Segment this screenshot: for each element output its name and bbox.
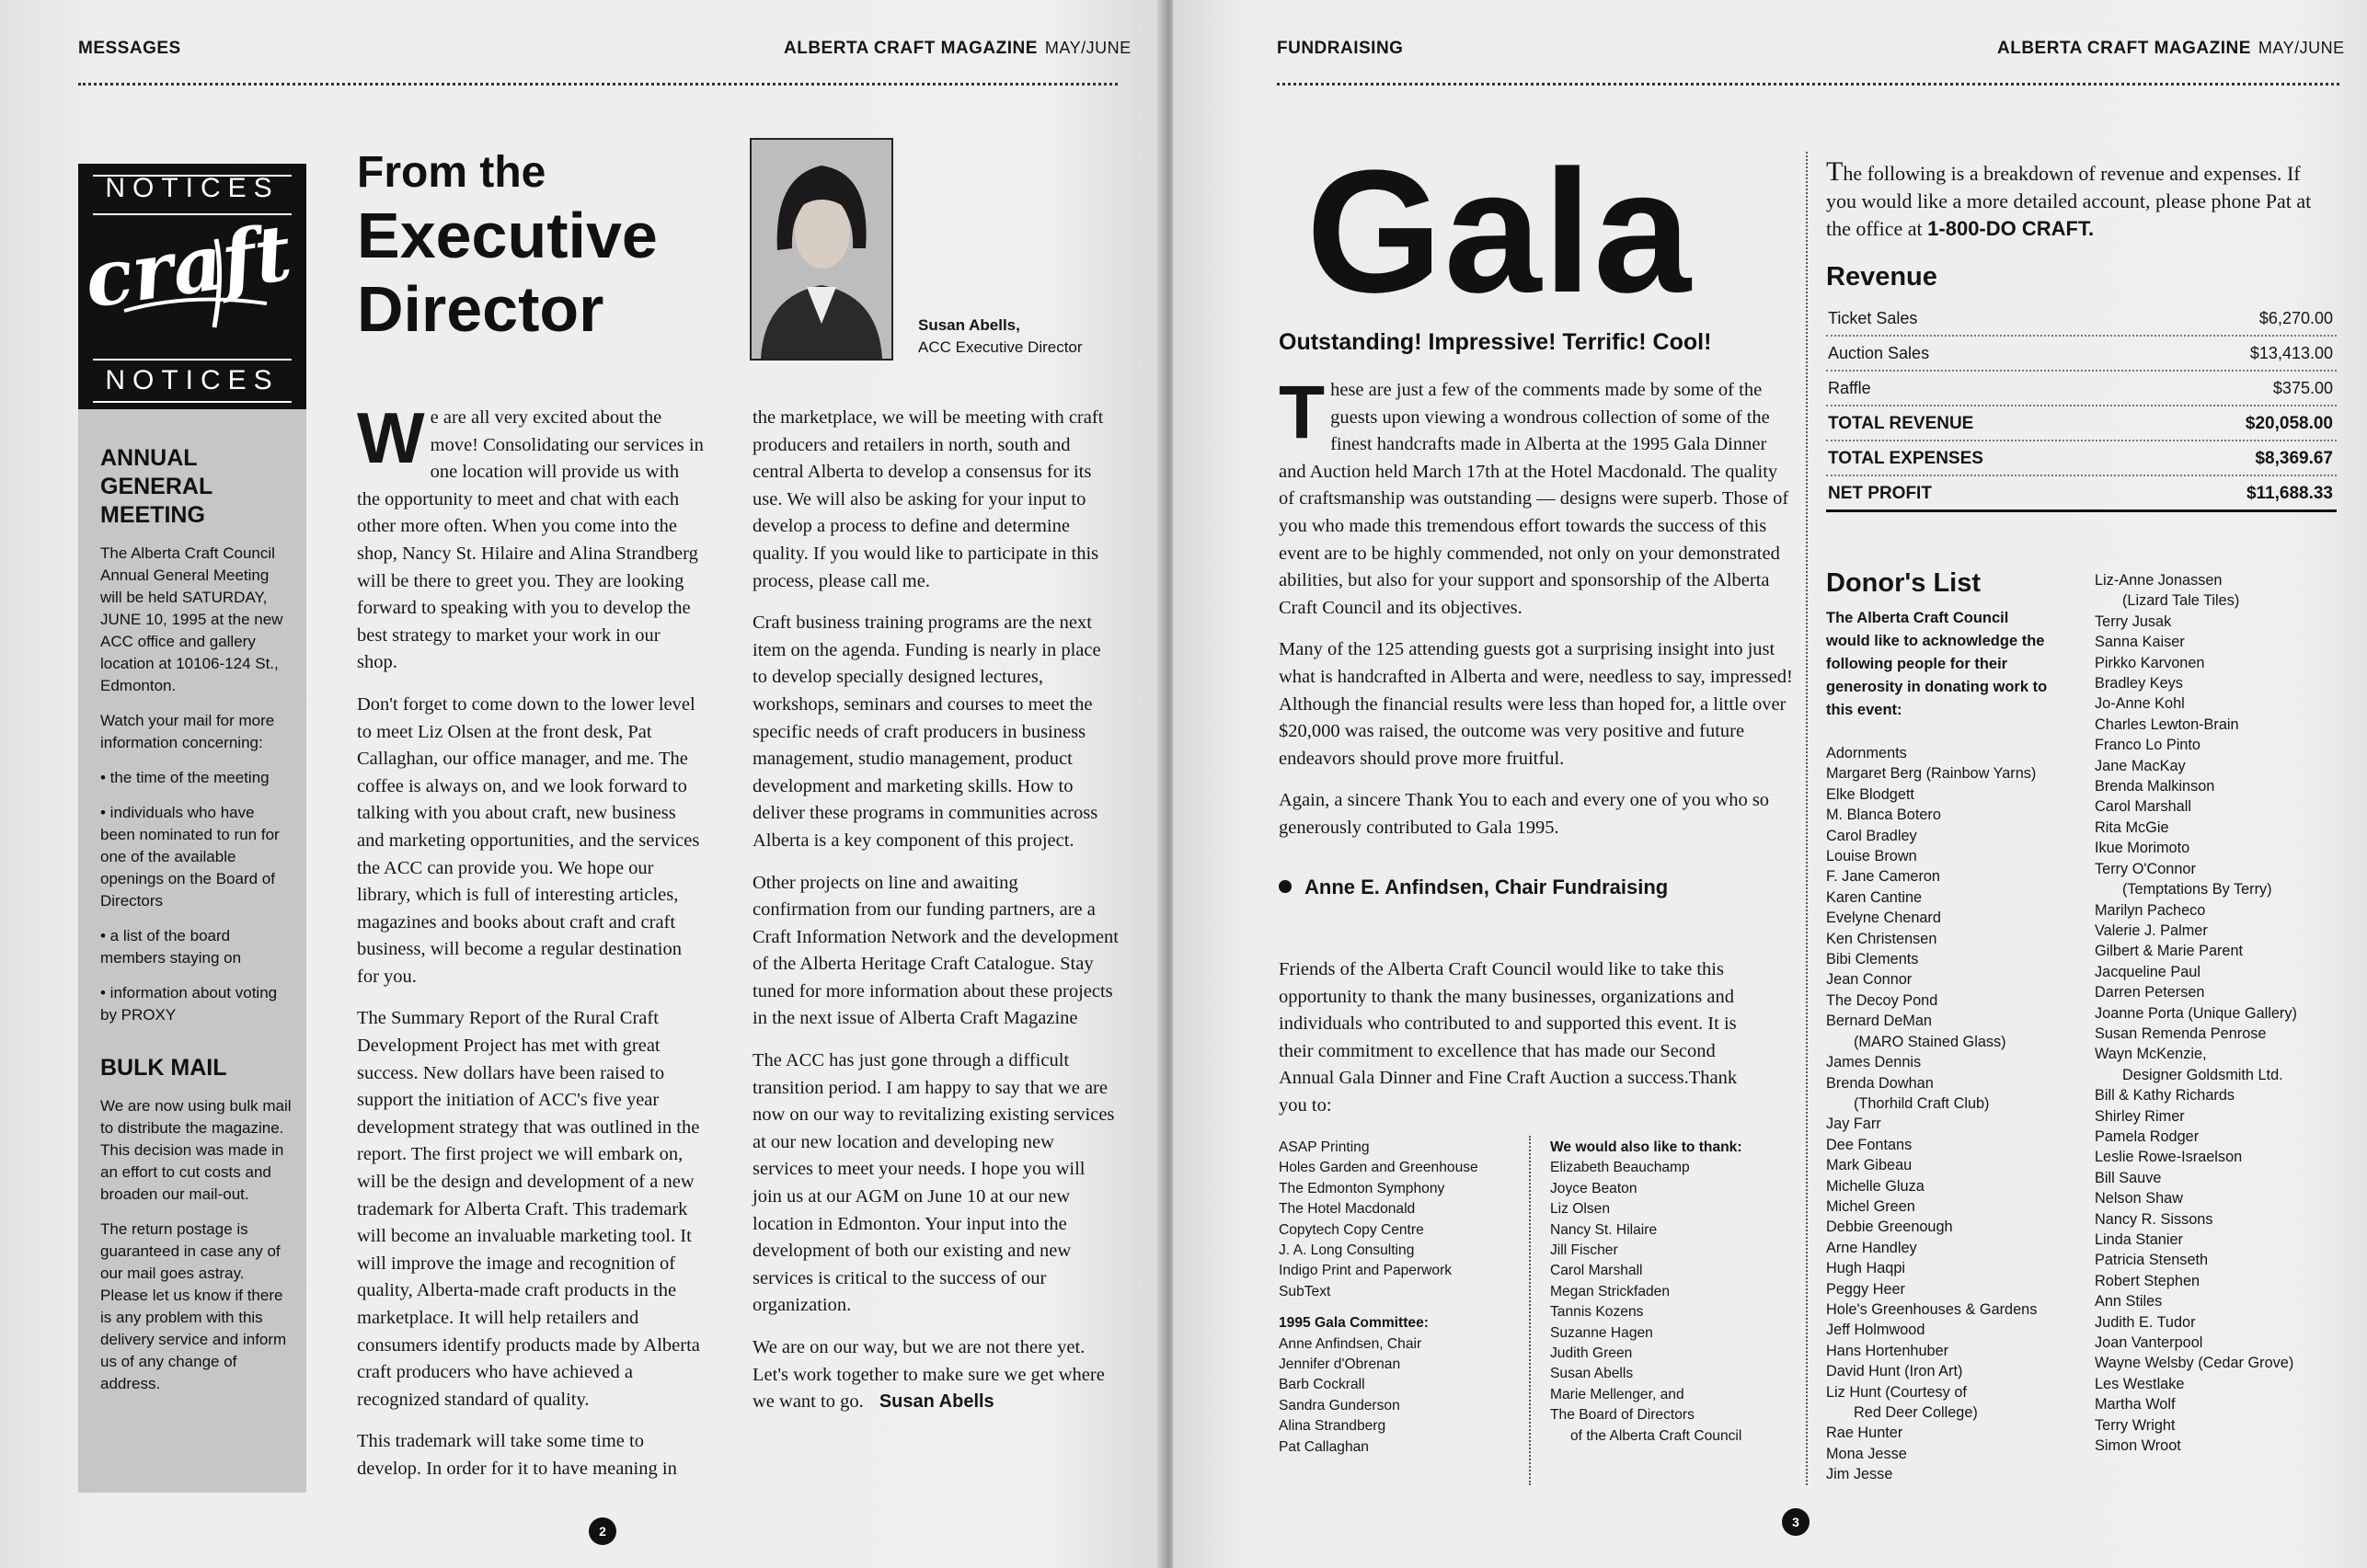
title-line: Director	[357, 273, 604, 345]
list-item: The Edmonton Symphony	[1279, 1180, 1445, 1196]
portrait-photo	[750, 138, 893, 361]
donor-name: Rita McGie	[2095, 818, 2169, 836]
donor-name: Hugh Haqpi	[1826, 1260, 1905, 1277]
donor-name: Linda Stanier	[2095, 1231, 2183, 1248]
portrait-image	[752, 140, 891, 359]
thanks-title: We would also like to thank:	[1550, 1139, 1742, 1155]
table-row: Raffle $375.00	[1826, 372, 2337, 406]
donor-intro: The Alberta Craft Council would like to acknowledge the following people for their generosity in donating work to this event:	[1826, 610, 2048, 718]
notices-top-word: NOTICES	[105, 173, 280, 203]
donor-name: Peggy Heer	[1826, 1280, 1905, 1298]
issue-label: MAY/JUNE	[2258, 39, 2345, 57]
bulk-mail-title: BULK MAIL	[100, 1055, 227, 1081]
signature: Susan Abells	[879, 1391, 994, 1413]
donor-name: Terry Wright	[2095, 1416, 2176, 1434]
sponsors-list	[1279, 1138, 1532, 1458]
donor-name: Evelyne Chenard	[1826, 910, 1941, 927]
donor-name: Jim Jesse	[1826, 1466, 1893, 1483]
gala-title: Gala	[1306, 134, 1693, 329]
donor-name: Patricia Stenseth	[2095, 1252, 2209, 1269]
divider	[93, 401, 292, 403]
notice-bullet: • information about voting by PROXY	[100, 984, 278, 1024]
running-head-right	[1997, 39, 2345, 59]
right-page	[1173, 0, 2367, 1568]
donor-name: James Dennis	[1826, 1054, 1922, 1071]
section-label-right: FUNDRAISING	[1277, 39, 1404, 58]
donor-name: Bill Sauve	[2095, 1169, 2162, 1186]
column-divider	[1529, 1136, 1531, 1485]
donor-name: Nancy R. Sissons	[2095, 1210, 2213, 1228]
donor-name: Jay Farr	[1826, 1116, 1881, 1133]
drop-cap: W	[357, 397, 425, 478]
donor-name: Hole's Greenhouses & Gardens	[1826, 1300, 2038, 1318]
donor-name: Liz Hunt (Courtesy of	[1826, 1383, 1967, 1401]
header-rule	[78, 83, 1118, 86]
paragraph: Other projects on line and awaiting confirmation from our funding partners, are a Craft Information Network and the development of the Alberta Heritage Craft Catalogue. Stay tuned for more information about these projects in the next issue of Alberta Craft Magazine	[753, 872, 1119, 1029]
donor-name: The Decoy Pond	[1826, 991, 1938, 1009]
donor-name: Sanna Kaiser	[2095, 634, 2185, 651]
donor-name: (Thorhild Craft Club)	[1854, 1094, 1990, 1112]
donor-name: Jo-Anne Kohl	[2095, 695, 2185, 713]
drop-cap: T	[1279, 371, 1326, 454]
column-divider	[1806, 152, 1808, 1485]
donor-name: Pamela Rodger	[2095, 1127, 2200, 1145]
notices-body	[100, 444, 293, 1408]
donor-name: Michel Green	[1826, 1197, 1915, 1215]
list-item: Judith Green	[1550, 1345, 1633, 1362]
donor-name: Liz-Anne Jonassen	[2095, 572, 2223, 589]
donor-column-1	[1826, 743, 2056, 1485]
return-postage-text: The return postage is guaranteed in case any of our mail goes astray. Please let us know if there is any problem with this delivery service and inform us of any change of address.	[100, 1220, 287, 1392]
page-number: 2	[589, 1517, 616, 1545]
donor-name: Susan Remenda Penrose	[2095, 1024, 2267, 1042]
donor-name: Pirkko Karvonen	[2095, 654, 2205, 671]
running-head-left	[784, 39, 1132, 59]
magazine-name: ALBERTA CRAFT MAGAZINE	[784, 39, 1038, 58]
list-item: Elizabeth Beauchamp	[1550, 1160, 1690, 1176]
list-item: Megan Strickfaden	[1550, 1283, 1671, 1299]
donor-name: (MARO Stained Glass)	[1854, 1033, 2006, 1050]
donor-list-title: Donor's List	[1826, 568, 1982, 598]
notices-sidebar	[78, 164, 306, 1493]
donor-name: Bernard DeMan	[1826, 1013, 1932, 1030]
list-item: Sandra Gunderson	[1279, 1397, 1400, 1413]
section-label-left: MESSAGES	[78, 39, 181, 58]
donor-name: Mona Jesse	[1826, 1445, 1907, 1462]
divider	[93, 359, 292, 361]
list-item: SubText	[1279, 1283, 1331, 1299]
paragraph: Craft business training programs are the next item on the agenda. Funding is nearly in place to develop specially designed lectures, workshops, seminars and courses to meet the specific needs of craft producers in business management, studio management, product development and marketing skills. How to deliver these programs in communities across Alberta is a key component of this project.	[753, 612, 1101, 851]
paragraph: We are on our way, but we are not there yet. Let's work together to make sure we get where we want to go. Susan Abells	[753, 1337, 1105, 1413]
list-item: Susan Abells	[1550, 1366, 1634, 1382]
caption-role: ACC Executive Director	[918, 338, 1083, 356]
donor-name: Jane MacKay	[2095, 757, 2186, 774]
donor-name: David Hunt (Iron Art)	[1826, 1363, 1963, 1380]
donor-name: Gilbert & Marie Parent	[2095, 943, 2244, 960]
signoff: Anne E. Anfindsen, Chair Fundraising	[1279, 876, 1668, 899]
article-title	[357, 147, 725, 346]
donor-name: Brenda Dowhan	[1826, 1074, 1934, 1092]
donor-name: Bradley Keys	[2095, 675, 2183, 692]
gala-subtitle: Outstanding! Impressive! Terrific! Cool!	[1279, 329, 1712, 355]
craft-logo	[79, 206, 297, 338]
donor-name: Red Deer College)	[1854, 1404, 1978, 1421]
donor-name: Franco Lo Pinto	[2095, 737, 2200, 754]
friends-paragraph: Friends of the Alberta Craft Council would like to take this opportunity to thank the many businesses, organizations and individuals who contributed to and supported this event. It is their commitment to excellence that has made our Second Annual Gala Dinner and Fine Craft Auction a success.Thank you to:	[1279, 959, 1738, 1116]
list-item: Tannis Kozens	[1550, 1304, 1644, 1321]
list-item: Joyce Beaton	[1550, 1180, 1637, 1196]
list-item: Pat Callaghan	[1279, 1438, 1369, 1455]
donor-name: Designer Goldsmith Ltd.	[2122, 1066, 2283, 1083]
notice-bullet: • a list of the board members staying on	[100, 927, 242, 967]
donor-name: Judith E. Tudor	[2095, 1313, 2196, 1331]
article-column-2	[753, 405, 1119, 1431]
donor-name: Bill & Kathy Richards	[2095, 1087, 2235, 1104]
agm-text: The Alberta Craft Council Annual General Meeting will be held SATURDAY, JUNE 10, 1995 at the new ACC office and gallery location at 10106-124 St., Edmonton.	[100, 544, 283, 694]
magazine-name: ALBERTA CRAFT MAGAZINE	[1997, 39, 2251, 58]
donor-name: Wayn McKenzie,	[2095, 1046, 2207, 1063]
donor-name: Michelle Gluza	[1826, 1177, 1925, 1195]
table-row: TOTAL EXPENSES $8,369.67	[1826, 441, 2337, 476]
list-item: ASAP Printing	[1279, 1139, 1370, 1155]
notice-bullet: • individuals who have been nominated to run for one of the available openings on the Board of Directors	[100, 804, 280, 910]
list-item: Copytech Copy Centre	[1279, 1221, 1424, 1238]
header-rule	[1277, 83, 2339, 86]
paragraph: Again, a sincere Thank You to each and every one of you who so generously contributed to Gala 1995.	[1279, 790, 1770, 838]
page-number: 3	[1782, 1508, 1810, 1536]
paragraph: The Summary Report of the Rural Craft Development Project has met with great success. New dollars have been raised to support the initiation of ACC's five year development strategy that was outlined in the report. The first project we will embark on, will be the design and development of a new trademark for Alberta Craft. This trademark will become an invaluable marketing tool. It will improve the image and recognition of quality, Alberta-made craft products in the marketplace. It will help retailers and consumers identify products made by Alberta craft producers who have achieved a recognized standard of quality.	[357, 1008, 700, 1410]
donor-name: Joanne Porta (Unique Gallery)	[2095, 1004, 2297, 1022]
paragraph: This trademark will take some time to develop. In order for it to have meaning in	[357, 1431, 677, 1479]
donor-name: Jeff Holmwood	[1826, 1322, 1925, 1339]
paragraph: These are just a few of the comments made by some of the guests upon viewing a wondrous collection of some of the finest handcrafts made in Alberta at the 1995 Gala Dinner and Auction held March 17th at the Hotel Macdonald. The quality of craftsmanship was outstanding — designs were superb. Those of you who made this tremendous effort towards the success of this event are to be highly commended, not only on your demonstrated abilities, but also for your support and sponsorship of the Alberta Craft Council and its objectives.	[1279, 371, 1789, 618]
list-item: Alina Strandberg	[1279, 1418, 1386, 1435]
revenue-title: Revenue	[1826, 262, 1937, 292]
agm-title: ANNUAL GENERAL MEETING	[100, 445, 213, 528]
craft-logo-word: craft	[79, 206, 297, 326]
title-line: From the	[357, 148, 546, 197]
donor-name: Valerie J. Palmer	[2095, 921, 2208, 939]
donor-name: Hans Hortenhuber	[1826, 1342, 1949, 1359]
list-item: Indigo Print and Paperwork	[1279, 1263, 1453, 1279]
bullet-icon	[1279, 880, 1292, 893]
donor-name: Darren Petersen	[2095, 984, 2205, 1001]
thanks-list	[1550, 1138, 1803, 1447]
list-item: Barb Cockrall	[1279, 1377, 1365, 1393]
notices-header	[78, 164, 306, 409]
donor-name: Ann Stiles	[2095, 1293, 2163, 1310]
donor-name: Terry Jusak	[2095, 612, 2172, 630]
donor-name: Ken Christensen	[1826, 930, 1937, 947]
paragraph: the marketplace, we will be meeting with craft producers and retailers in north, south and central Alberta to develop a consensus for its use. We will also be asking for your input to develop a process to define and determine quality. If you would like to participate in this process, please call me.	[753, 407, 1104, 591]
donor-name: Dee Fontans	[1826, 1136, 1913, 1153]
table-row: Ticket Sales $6,270.00	[1826, 302, 2337, 337]
donor-name: Les Westlake	[2095, 1375, 2185, 1392]
donor-name: Robert Stephen	[2095, 1272, 2200, 1289]
donor-name: Simon Wroot	[2095, 1437, 2181, 1455]
donor-name: Ikue Morimoto	[2095, 840, 2190, 857]
donor-name: Joan Vanterpool	[2095, 1334, 2203, 1352]
bulk-mail-text: We are now using bulk mail to distribute the magazine. This decision was made in an effort to cut costs and broaden our mail-out.	[100, 1097, 292, 1203]
gala-body	[1279, 371, 1794, 857]
list-item: J. A. Long Consulting	[1279, 1242, 1415, 1259]
list-item: Suzanne Hagen	[1550, 1324, 1653, 1341]
donor-name: Wayne Welsby (Cedar Grove)	[2095, 1355, 2294, 1372]
donor-name: F. Jane Cameron	[1826, 868, 1940, 886]
list-item: Carol Marshall	[1550, 1263, 1643, 1279]
donor-name: Marilyn Pacheco	[2095, 901, 2206, 919]
table-row: Auction Sales $13,413.00	[1826, 337, 2337, 372]
paragraph: The ACC has just gone through a difficult transition period. I am happy to say that we are now on our way to revitalizing existing services at our new location and developing new services to meet your needs. I hope you will join us at our AGM on June 10 at our new location in Edmonton. Your input into the development of both our existing and new services is critical to the success of our organization.	[753, 1050, 1115, 1316]
issue-label: MAY/JUNE	[1044, 39, 1132, 57]
donor-name: Rae Hunter	[1826, 1425, 1903, 1442]
caption-name: Susan Abells,	[918, 316, 1020, 334]
list-item: Liz Olsen	[1550, 1201, 1611, 1218]
left-page	[0, 0, 1164, 1568]
list-item: The Board of Directors	[1550, 1407, 1695, 1424]
list-item: Jill Fischer	[1550, 1242, 1618, 1259]
notice-bullet: • the time of the meeting	[100, 769, 270, 786]
donor-name: Adornments	[1826, 745, 1907, 761]
donor-name: Bibi Clements	[1826, 951, 1919, 968]
breakdown-intro: The following is a breakdown of revenue and expenses. If you would like a more detailed account, please phone Pat at the office at 1-800-DO CRAFT.	[1826, 156, 2312, 240]
donor-name: Arne Handley	[1826, 1239, 1917, 1256]
donor-name: Nelson Shaw	[2095, 1190, 2183, 1207]
donor-name: Louise Brown	[1826, 848, 1917, 865]
donor-name: Shirley Rimer	[2095, 1107, 2185, 1125]
donor-name: Charles Lewton-Brain	[2095, 715, 2239, 733]
donor-name: Karen Cantine	[1826, 888, 1923, 906]
watch-text: Watch your mail for more information concerning:	[100, 712, 275, 751]
intro-lead-letter: T	[1826, 156, 1844, 187]
donor-name: Debbie Greenough	[1826, 1219, 1953, 1236]
donor-name: Brenda Malkinson	[2095, 778, 2215, 795]
donor-name: Jacqueline Paul	[2095, 963, 2200, 980]
committee-title: 1995 Gala Committee:	[1279, 1315, 1429, 1332]
donor-name: (Temptations By Terry)	[2122, 881, 2272, 898]
article-column-1	[357, 397, 705, 1498]
list-item: The Hotel Macdonald	[1279, 1201, 1416, 1218]
revenue-table	[1826, 302, 2337, 512]
table-row: TOTAL REVENUE $20,058.00	[1826, 406, 2337, 441]
list-item: Anne Anfindsen, Chair	[1279, 1335, 1422, 1352]
title-line: Executive	[357, 200, 658, 271]
notices-bottom-word: NOTICES	[105, 365, 280, 395]
donor-name: Terry O'Connor	[2095, 860, 2196, 877]
phone-number: 1-800-DO CRAFT.	[1927, 217, 2095, 240]
list-item: Holes Garden and Greenhouse	[1279, 1160, 1478, 1176]
donor-name: Jean Connor	[1826, 971, 1913, 989]
list-item: Nancy St. Hilaire	[1550, 1221, 1658, 1238]
donor-name: Carol Marshall	[2095, 798, 2191, 816]
donor-name: M. Blanca Botero	[1826, 807, 1941, 824]
table-row: NET PROFIT $11,688.33	[1826, 476, 2337, 512]
paragraph: Many of the 125 attending guests got a surprising insight into just what is handcrafted in Alberta and were, needless to say, impressed! Although the financial results were less than hoped for, a little over $20,000 was raised, the outcome was very positive and future endeavors should prove more fruitful.	[1279, 639, 1793, 769]
list-item: of the Alberta Craft Council	[1570, 1427, 1742, 1444]
donor-name: Mark Gibeau	[1826, 1157, 1913, 1174]
donor-name: Elke Blodgett	[1826, 785, 1914, 803]
paragraph: We are all very excited about the move! Consolidating our services in one location will provide us with the opportunity to meet and chat with each other more often. When you come into the shop, Nancy St. Hilaire and Alina Strandberg will be there to greet you. They are looking forward to speaking with you to develop the best strategy to market your work in our shop.	[357, 397, 704, 673]
donor-name: Carol Bradley	[1826, 827, 1917, 844]
list-item: Marie Mellenger, and	[1550, 1386, 1684, 1402]
donor-column-2	[2095, 570, 2343, 1456]
donor-name: (Lizard Tale Tiles)	[2122, 592, 2240, 610]
donor-name: Martha Wolf	[2095, 1396, 2176, 1413]
donor-name: Leslie Rowe-Israelson	[2095, 1149, 2243, 1166]
paragraph: Don't forget to come down to the lower level to meet Liz Olsen at the front desk, Pat Callaghan, our office manager, and me. The coffee is always on, and we look forward to talking with you about craft, new business and marketing opportunities, and the services the ACC can provide you. We hope our library, which is full of interesting articles, magazines and books about craft and craft business, will become a regular destination for you.	[357, 693, 700, 987]
photo-caption	[918, 315, 1083, 359]
list-item: Jennifer d'Obrenan	[1279, 1356, 1401, 1373]
donor-name: Margaret Berg (Rainbow Yarns)	[1826, 765, 2037, 783]
